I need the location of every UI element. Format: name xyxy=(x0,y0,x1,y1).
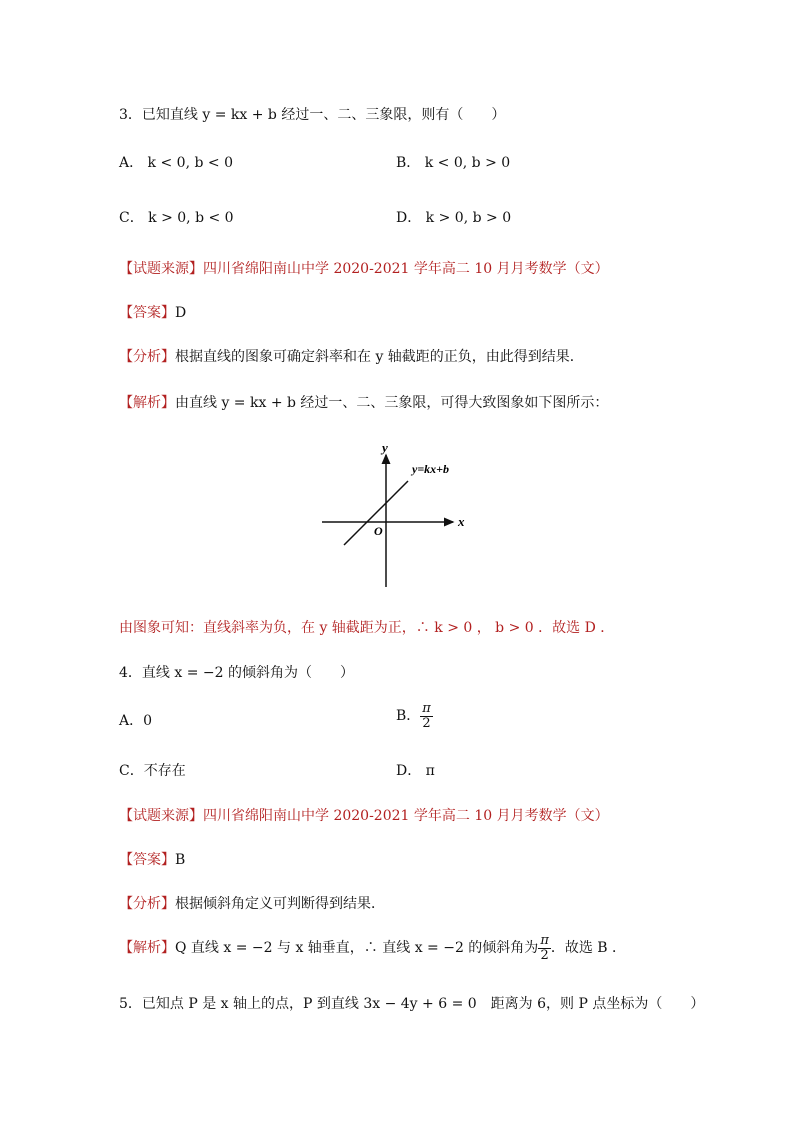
q3-option-a: A． k < 0, b < 0 xyxy=(119,155,233,171)
q3-source: 【试题来源】四川省绵阳南山中学 2020-2021 学年高二 10 月月考数学（文） xyxy=(119,261,609,277)
q3-solution: 由直线 y = kx + b 经过一、二、三象限，可得大致图象如下图所示： xyxy=(175,395,609,411)
q3-option-c: C． k > 0, b < 0 xyxy=(119,210,234,226)
x-axis-label: x xyxy=(458,514,465,529)
q4-solution-tag: 【解析】 xyxy=(119,940,175,957)
q3-analysis: 根据直线的图象可确定斜率和在 y 轴截距的正负，由此得到结果． xyxy=(175,349,584,365)
q4-option-b xyxy=(396,702,433,730)
q4-option-b-fraction xyxy=(420,702,433,730)
q4-option-d: D． π xyxy=(396,763,435,779)
q3-stem: 3．已知直线 y = kx + b 经过一、二、三象限，则有（ ） xyxy=(119,107,506,123)
q3-option-b: B． k < 0, b > 0 xyxy=(396,155,511,171)
q4-option-b-label: B． xyxy=(396,708,421,725)
line-label: y=kx+b xyxy=(412,462,450,476)
q3-analysis-tag: 【分析】 xyxy=(119,349,175,365)
q3-answer-row xyxy=(119,302,186,322)
q4-option-a: A．0 xyxy=(119,713,153,729)
q4-stem: 4．直线 x = −2 的倾斜角为（ ） xyxy=(119,665,354,681)
q4-source: 【试题来源】四川省绵阳南山中学 2020-2021 学年高二 10 月月考数学（文） xyxy=(119,808,609,824)
q4-answer-tag: 【答案】 xyxy=(119,852,175,868)
q5-stem: 5．已知点 P 是 x 轴上的点，P 到直线 3x − 4y + 6 = 0 距离为 6，则 P 点坐标为（ ） xyxy=(119,996,705,1012)
q4-solution-fraction xyxy=(538,934,551,962)
q4-solution-post: ．故选 B ． xyxy=(550,940,627,957)
y-axis-label: y xyxy=(382,440,388,455)
q3-answer: D xyxy=(175,305,187,321)
q3-solution-row xyxy=(119,392,608,412)
fraction-numerator: π xyxy=(422,701,431,716)
q3-analysis-row xyxy=(119,346,584,366)
fraction-numerator: π xyxy=(540,933,549,948)
line-graph-figure xyxy=(316,437,476,592)
q4-answer-row xyxy=(119,849,185,869)
q3-answer-tag: 【答案】 xyxy=(119,305,175,321)
fraction-denominator: 2 xyxy=(540,947,549,963)
q3-solution-tag: 【解析】 xyxy=(119,395,175,411)
q4-solution-row xyxy=(119,934,626,962)
origin-label: O xyxy=(374,524,383,538)
q4-solution-pre: Q 直线 x = −2 与 x 轴垂直，∴ 直线 x = −2 的倾斜角为 xyxy=(175,940,539,957)
q4-analysis-row xyxy=(119,893,385,913)
q3-conclusion: 由图象可知：直线斜率为负，在 y 轴截距为正，∴ k > 0 ， b > 0 ．故选 D ． xyxy=(119,620,615,636)
q4-option-c: C．不存在 xyxy=(119,763,186,779)
q4-analysis: 根据倾斜角定义可判断得到结果． xyxy=(175,896,385,912)
q3-option-d: D． k > 0, b > 0 xyxy=(396,210,512,226)
q4-analysis-tag: 【分析】 xyxy=(119,896,175,912)
q4-answer: B xyxy=(175,852,186,868)
fraction-denominator: 2 xyxy=(422,715,431,731)
